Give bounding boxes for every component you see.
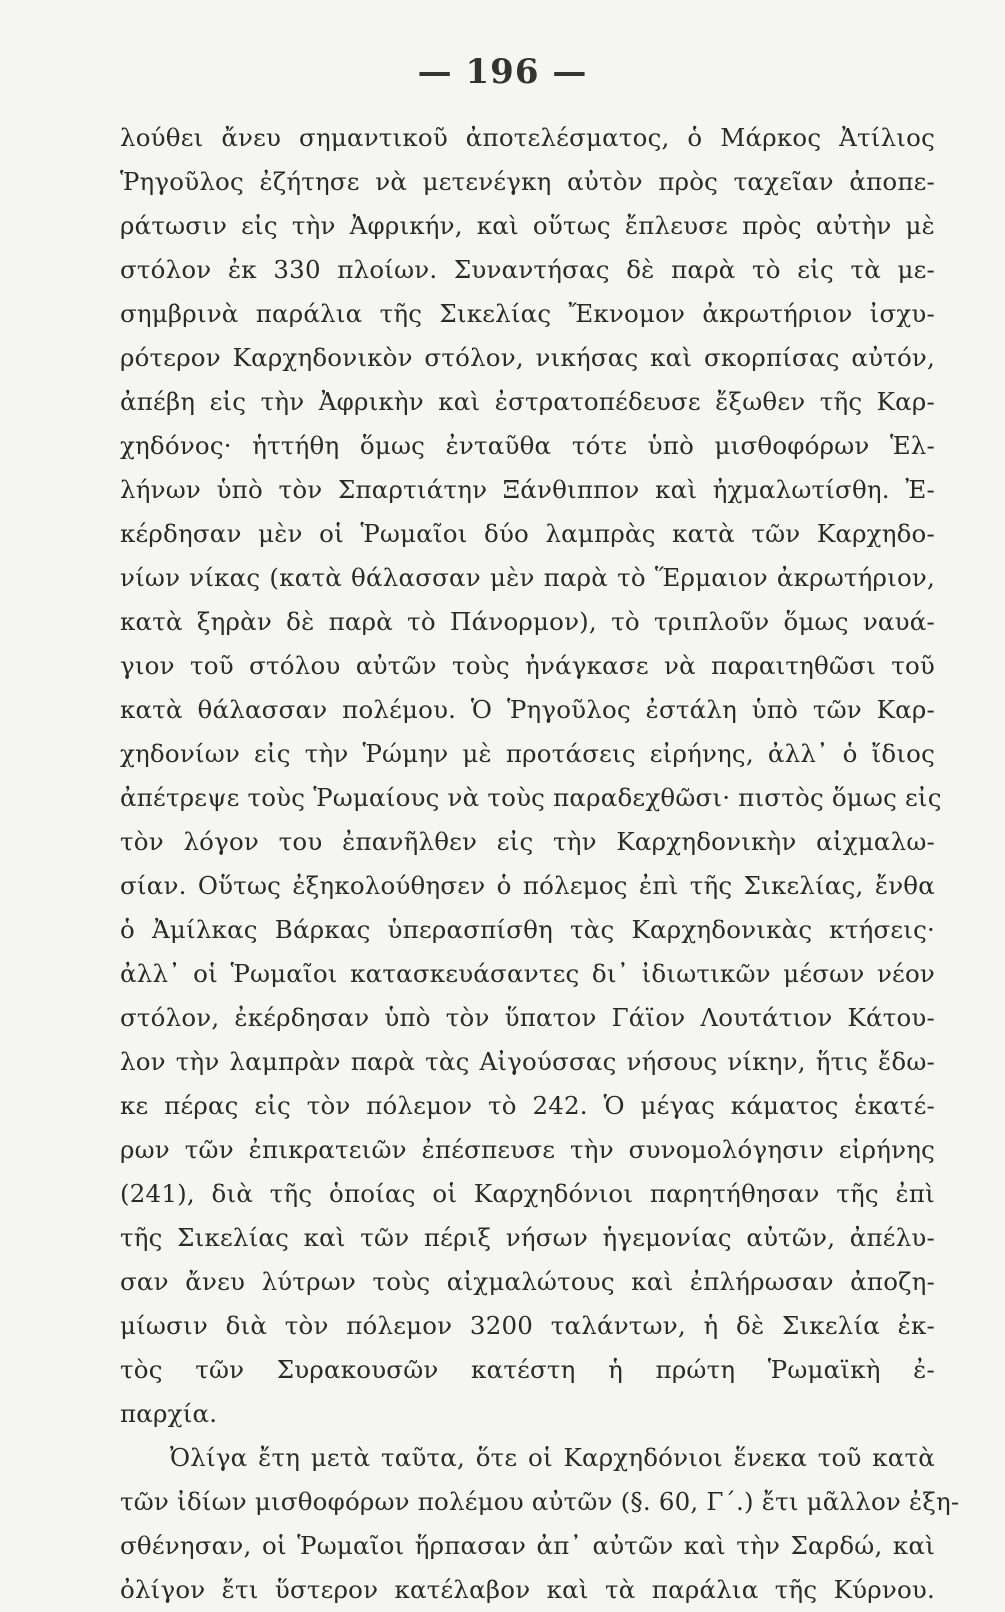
- text-line: κατὰ ξηρὰν δὲ παρὰ τὸ Πάνορμον), τὸ τριπλοῦν ὅμως ναυά-: [120, 607, 935, 636]
- body-text: [120, 116, 960, 1612]
- text-line: λήνων ὑπὸ τὸν Σπαρτιάτην Ξάνθιππον καὶ ἠχμαλωτίσθη. Ἐ-: [120, 475, 935, 504]
- text-line: σθένησαν, οἱ Ῥωμαῖοι ἥρπασαν ἀπ᾽ αὐτῶν καὶ τὴν Σαρδώ, καὶ: [120, 1531, 935, 1560]
- text-line: ὁ Ἀμίλκας Βάρκας ὑπερασπίσθη τὰς Καρχηδονικὰς κτήσεις·: [120, 915, 935, 944]
- text-line: ἀπέβη εἰς τὴν Ἀφρικὴν καὶ ἐστρατοπέδευσε ἔξωθεν τῆς Καρ-: [120, 387, 935, 416]
- text-line: Ῥηγοῦλος ἐζήτησε νὰ μετενέγκη αὐτὸν πρὸς ταχεῖαν ἀποπε-: [120, 167, 935, 196]
- paragraph-2: [120, 1436, 960, 1612]
- text-line: κατὰ θάλασσαν πολέμου. Ὁ Ῥηγοῦλος ἐστάλη ὑπὸ τῶν Καρ-: [120, 695, 935, 724]
- text-line: τὸς τῶν Συρακουσῶν κατέστη ἡ πρώτη Ῥωμαϊκὴ ἐ-: [120, 1355, 935, 1384]
- text-line: ἀπέτρεψε τοὺς Ῥωμαίους νὰ τοὺς παραδεχθῶσι· πιστὸς ὅμως εἰς: [120, 783, 942, 812]
- text-line: τὸν λόγον του ἐπανῆλθεν εἰς τὴν Καρχηδονικὴν αἰχμαλω-: [120, 827, 935, 856]
- text-line: γιον τοῦ στόλου αὐτῶν τοὺς ἠνάγκασε νὰ παραιτηθῶσι τοῦ: [120, 651, 935, 680]
- text-line: κε πέρας εἰς τὸν πόλεμον τὸ 242. Ὁ μέγας κάματος ἑκατέ-: [120, 1091, 935, 1120]
- text-line: νίων νίκας (κατὰ θάλασσαν μὲν παρὰ τὸ Ἕρμαιον ἀκρωτήριον,: [120, 563, 935, 592]
- text-line: μίωσιν διὰ τὸν πόλεμον 3200 ταλάντων, ἡ δὲ Σικελία ἐκ-: [120, 1311, 935, 1340]
- text-line: Ὀλίγα ἔτη μετὰ ταῦτα, ὅτε οἱ Καρχηδόνιοι ἕνεκα τοῦ κατὰ: [170, 1443, 935, 1472]
- text-line: χηδόνος· ἡττήθη ὅμως ἐνταῦθα τότε ὑπὸ μισθοφόρων Ἑλ-: [120, 431, 935, 460]
- text-line: ράτωσιν εἰς τὴν Ἀφρικήν, καὶ οὕτως ἔπλευσε πρὸς αὐτὴν μὲ: [120, 211, 935, 240]
- text-line: λον τὴν λαμπρὰν παρὰ τὰς Αἰγούσσας νήσους νίκην, ἥτις ἔδω-: [120, 1047, 935, 1076]
- text-line: (241), διὰ τῆς ὁποίας οἱ Καρχηδόνιοι παρητήθησαν τῆς ἐπὶ: [120, 1179, 935, 1208]
- page-number: — 196 —: [417, 52, 588, 92]
- text-line: στόλον ἐκ 330 πλοίων. Συναντήσας δὲ παρὰ τὸ εἰς τὰ με-: [120, 255, 935, 284]
- text-line: στόλον, ἐκέρδησαν ὑπὸ τὸν ὕπατον Γάϊον Λουτάτιον Κάτου-: [120, 1003, 935, 1032]
- text-line: ρότερον Καρχηδονικὸν στόλον, νικήσας καὶ σκορπίσας αὐτόν,: [120, 343, 935, 372]
- text-line: ρων τῶν ἐπικρατειῶν ἐπέσπευσε τὴν συνομολόγησιν εἰρήνης: [120, 1135, 935, 1164]
- text-line: σίαν. Οὕτως ἐξηκολούθησεν ὁ πόλεμος ἐπὶ τῆς Σικελίας, ἔνθα: [120, 871, 935, 900]
- text-line: τῶν ἰδίων μισθοφόρων πολέμου αὐτῶν (§. 60, Γ΄.) ἔτι μᾶλλον ἐξη-: [120, 1487, 960, 1516]
- text-line: παρχία.: [120, 1399, 218, 1428]
- text-line: ὀλίγον ἔτι ὕστερον κατέλαβον καὶ τὰ παράλια τῆς Κύρνου.: [120, 1575, 935, 1604]
- text-line: σημβρινὰ παράλια τῆς Σικελίας Ἔκνομον ἀκρωτήριον ἰσχυ-: [120, 299, 935, 328]
- text-line: χηδονίων εἰς τὴν Ῥώμην μὲ προτάσεις εἰρήνης, ἀλλ᾽ ὁ ἴδιος: [120, 739, 935, 768]
- text-line: τῆς Σικελίας καὶ τῶν πέριξ νήσων ἡγεμονίας αὐτῶν, ἀπέλυ-: [120, 1223, 935, 1252]
- text-line: ἀλλ᾽ οἱ Ῥωμαῖοι κατασκευάσαντες δι᾽ ἰδιωτικῶν μέσων νέον: [120, 959, 935, 988]
- text-line: κέρδησαν μὲν οἱ Ῥωμαῖοι δύο λαμπρὰς κατὰ τῶν Καρχηδο-: [120, 519, 935, 548]
- paragraph-1: [120, 116, 942, 1436]
- text-line: λούθει ἄνευ σημαντικοῦ ἀποτελέσματος, ὁ Μάρκος Ἀτίλιος: [120, 123, 935, 152]
- text-line: σαν ἄνευ λύτρων τοὺς αἰχμαλώτους καὶ ἐπλήρωσαν ἀποζη-: [120, 1267, 935, 1296]
